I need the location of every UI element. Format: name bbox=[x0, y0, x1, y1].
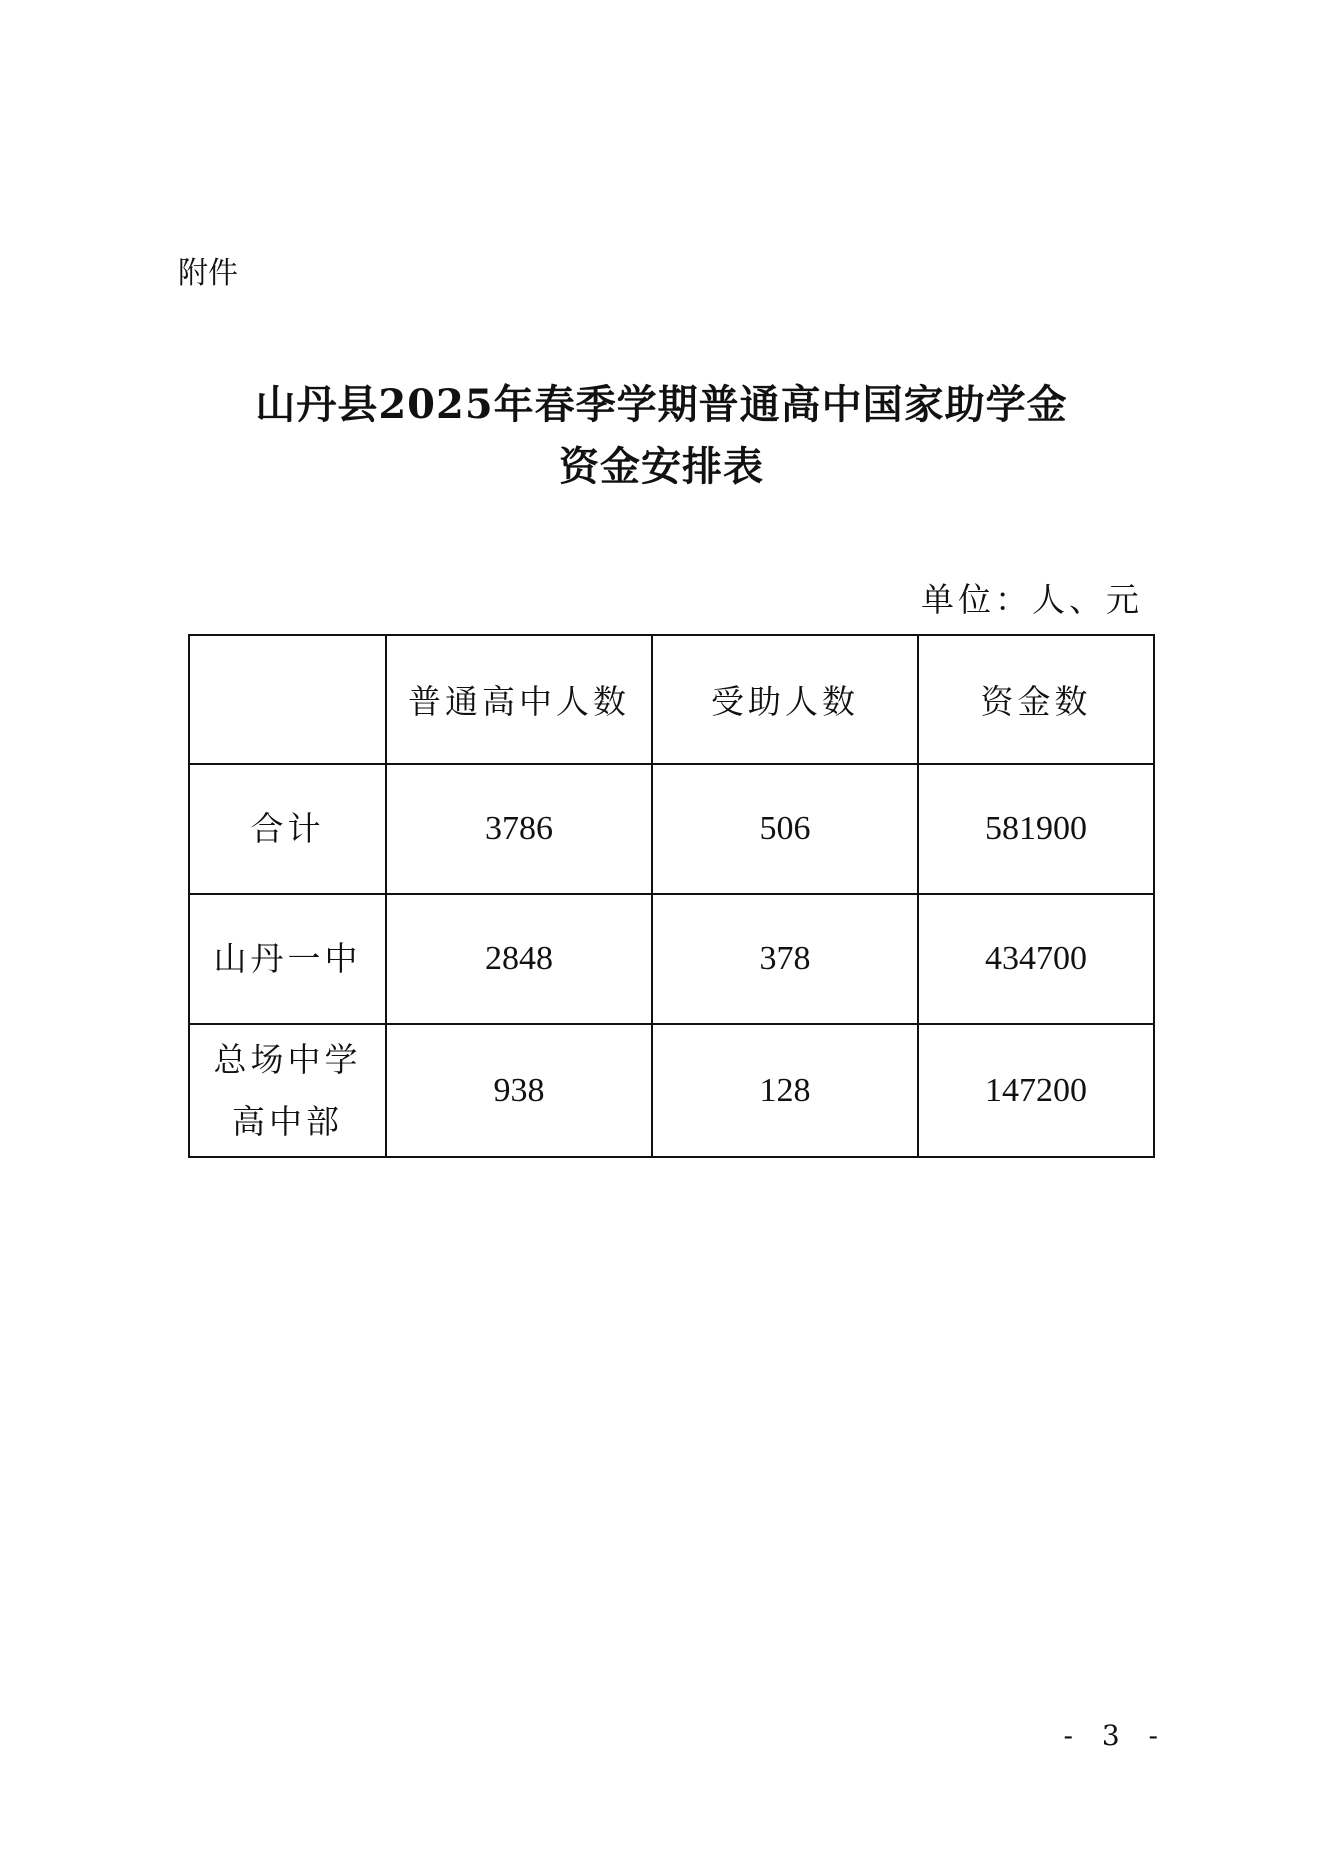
table-header-row bbox=[189, 635, 1154, 764]
table-row bbox=[189, 894, 1154, 1024]
students-cell: 3786 bbox=[386, 764, 652, 894]
document-title-line-1: 山丹县2025年春季学期普通高中国家助学金 bbox=[255, 381, 1068, 428]
row-label-cell bbox=[189, 764, 386, 894]
row-label-line-2: 高中部 bbox=[232, 1101, 343, 1141]
document-title-line-2: 资金安排表 bbox=[559, 443, 764, 490]
header-cell-empty bbox=[189, 635, 386, 764]
aided-cell: 506 bbox=[652, 764, 918, 894]
aided-cell: 128 bbox=[652, 1024, 918, 1157]
row-label: 山丹一中 bbox=[213, 939, 362, 978]
students-cell: 938 bbox=[386, 1024, 652, 1157]
header-cell-funds: 资金数 bbox=[918, 635, 1154, 764]
row-label-cell bbox=[189, 1024, 386, 1157]
header-cell-aided: 受助人数 bbox=[652, 635, 918, 764]
aided-cell: 378 bbox=[652, 894, 918, 1024]
header-cell-students: 普通高中人数 bbox=[386, 635, 652, 764]
row-label-line-1: 总场中学 bbox=[213, 1039, 362, 1079]
table-row bbox=[189, 764, 1154, 894]
students-cell: 2848 bbox=[386, 894, 652, 1024]
row-label: 合计 bbox=[250, 809, 325, 848]
unit-note: 单位：人、元 bbox=[921, 580, 1143, 619]
funds-cell: 147200 bbox=[918, 1024, 1154, 1157]
funds-cell: 581900 bbox=[918, 764, 1154, 894]
page-number: - 3 - bbox=[1063, 1719, 1168, 1752]
attachment-label: 附件 bbox=[178, 256, 238, 291]
funds-cell: 434700 bbox=[918, 894, 1154, 1024]
row-label-cell bbox=[189, 894, 386, 1024]
funding-allocation-table bbox=[188, 634, 1155, 1158]
table-row bbox=[189, 1024, 1154, 1157]
